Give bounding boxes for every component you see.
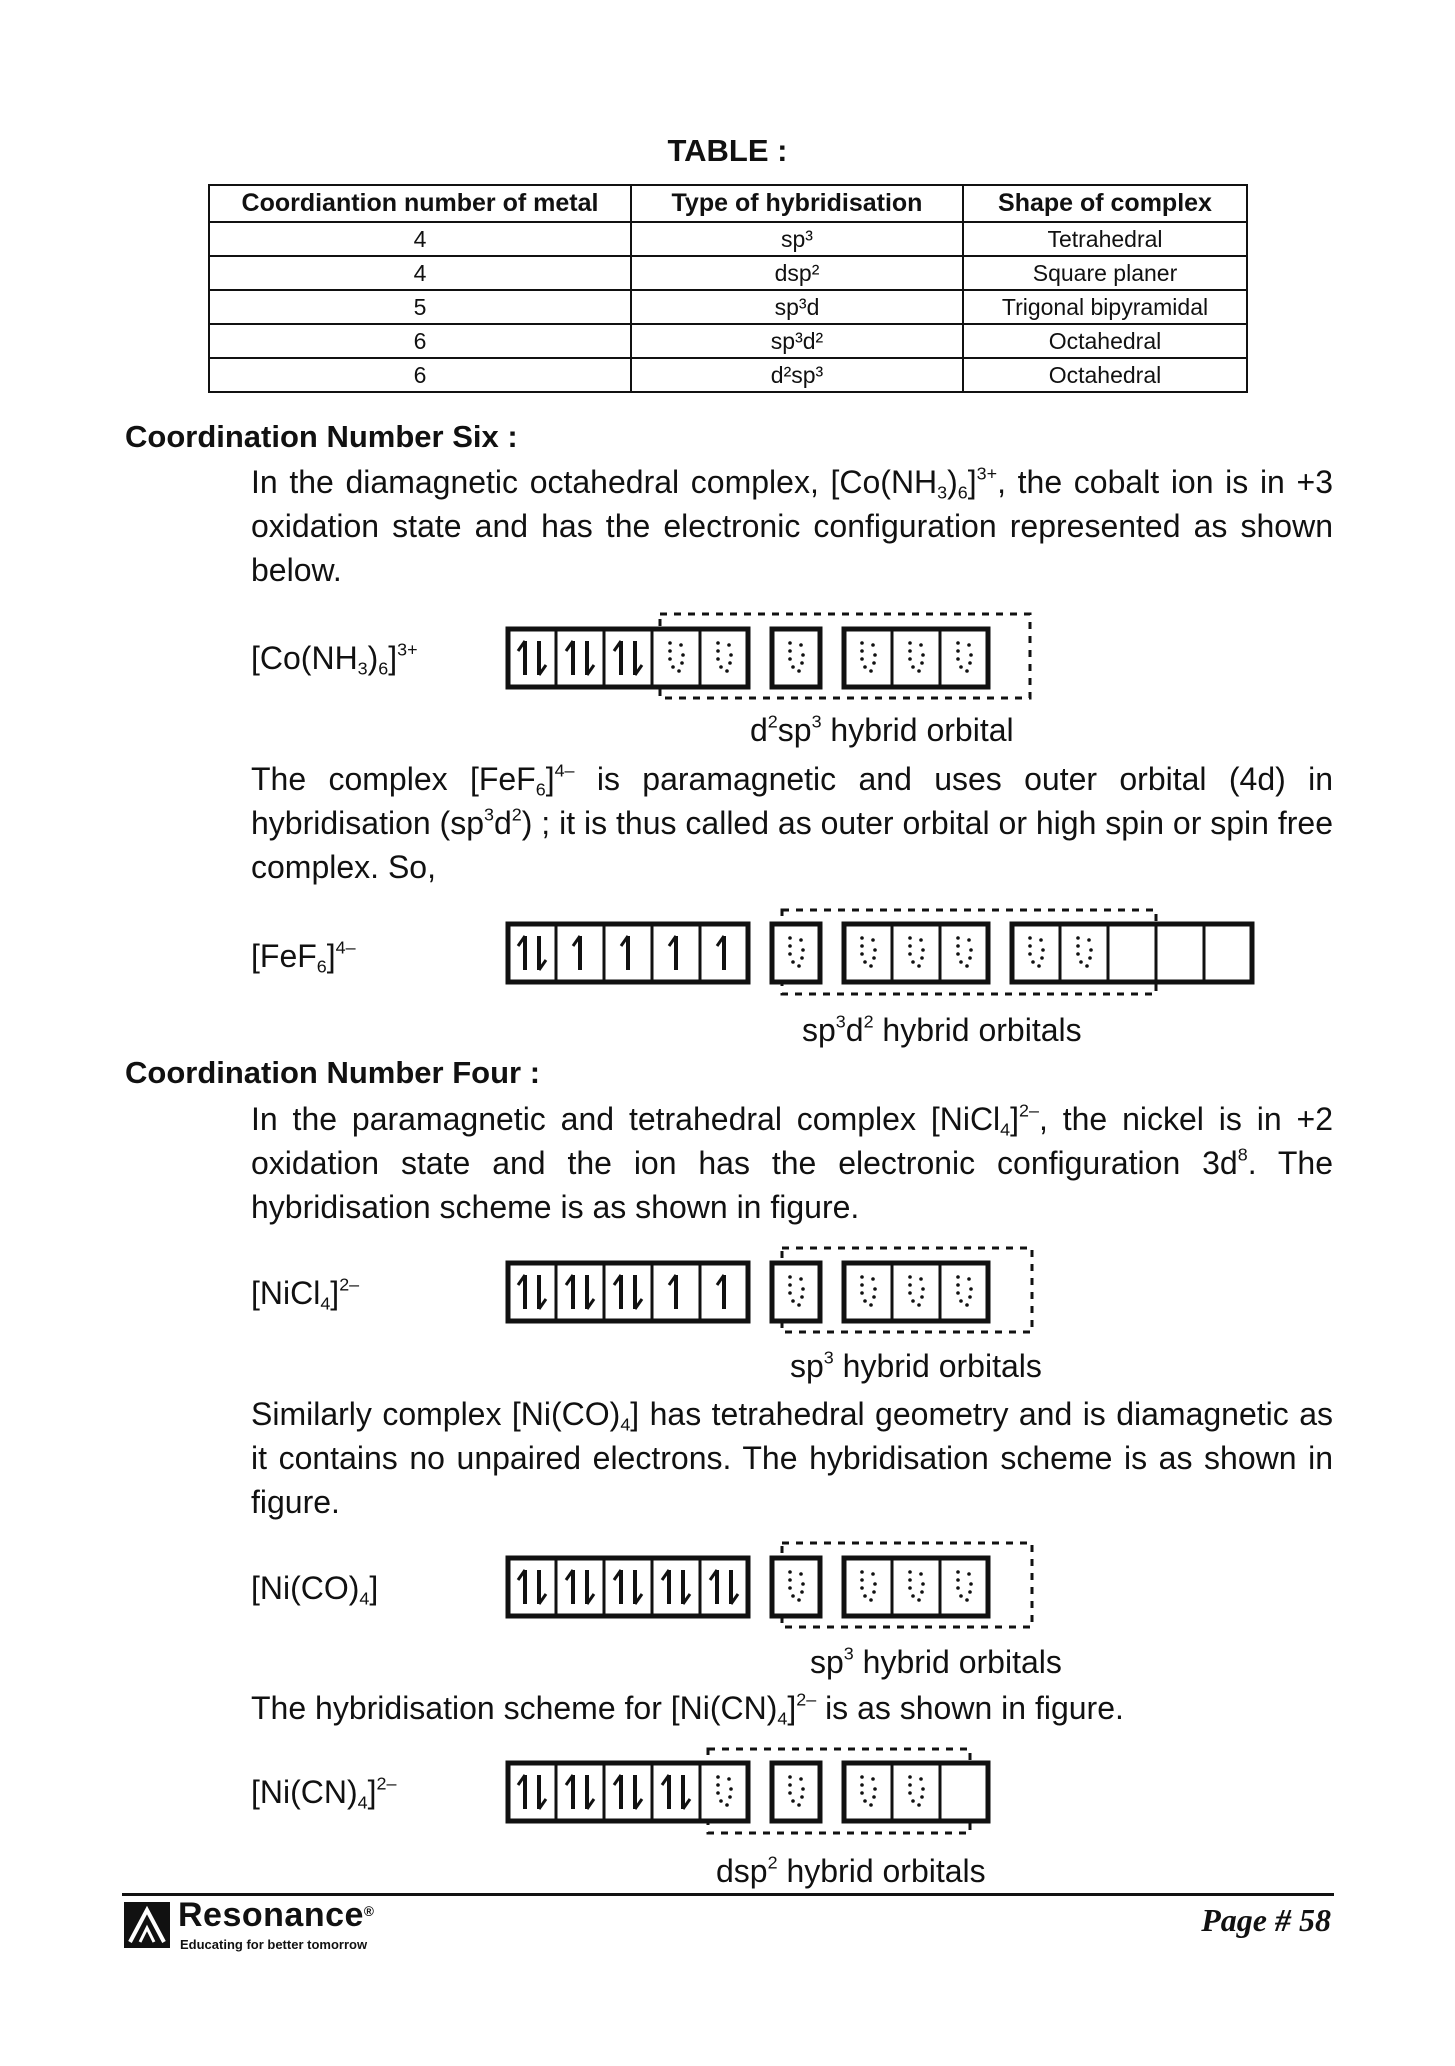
orbital-box xyxy=(844,1263,892,1321)
col-header-hybridisation: Type of hybridisation xyxy=(631,185,963,222)
orbital-box xyxy=(508,629,556,687)
orbital-box xyxy=(772,1263,820,1321)
orbital-box xyxy=(892,924,940,982)
orbital-box xyxy=(604,924,652,982)
orbital-box xyxy=(508,1263,556,1321)
orbital-box xyxy=(772,1558,820,1616)
page-number: Page # 58 xyxy=(1201,1902,1331,1938)
orbital-box xyxy=(1108,924,1156,982)
orbital-box xyxy=(556,1558,604,1616)
cell-hyb: dsp² xyxy=(631,256,963,290)
orbital-box xyxy=(892,1263,940,1321)
orbital-box xyxy=(940,629,988,687)
cell-hyb: sp³d² xyxy=(631,324,963,358)
orbital-box xyxy=(940,1263,988,1321)
orbital-box xyxy=(508,924,556,982)
orbital-box xyxy=(1060,924,1108,982)
orbital-diagram-fe xyxy=(508,910,1252,994)
orbital-box xyxy=(772,924,820,982)
paragraph-nickel-chloride: In the paramagnetic and tetrahedral complex [NiCl$_4$]$^{2-}$, the nickel is in +2 oxidation state and the ion has the electronic configuration $3d^8$. The hybridisation scheme is as shown in figure. xyxy=(251,1100,1334,1225)
orbital-box xyxy=(844,1763,892,1821)
orbital-diagram-nicn xyxy=(508,1749,988,1833)
orbital-box xyxy=(940,1558,988,1616)
resonance-logo-icon xyxy=(124,1902,170,1948)
orbital-box xyxy=(772,629,820,687)
cell-shape: Trigonal bipyramidal xyxy=(963,290,1247,324)
label-nicl-complex: [NiCl$_4$]$^{2-}$ xyxy=(251,1274,360,1314)
orbital-box xyxy=(700,1558,748,1616)
orbital-diagram-co xyxy=(508,614,1030,698)
orbital-box xyxy=(700,924,748,982)
cell-cn: 4 xyxy=(209,222,631,256)
table-title: TABLE : xyxy=(667,133,788,168)
orbital-box xyxy=(700,1763,748,1821)
label-co-complex: $[Co(NH_3)_6]^{3+}$ xyxy=(251,639,418,679)
orbital-box xyxy=(1156,924,1204,982)
cell-cn: 6 xyxy=(209,358,631,392)
orbital-box xyxy=(700,629,748,687)
paragraph-iron: The complex $[FeF_6]^{4-}$ is paramagnetic and uses outer orbital (4d) in hybridisation $(sp^3d^2)$ ; it is thus called as outer orbital or high spin or spin free complex. So, xyxy=(251,760,1334,885)
cell-shape: Square planer xyxy=(963,256,1247,290)
orbital-box xyxy=(508,1558,556,1616)
orbital-diagram-nicl xyxy=(508,1248,1032,1332)
orbital-box xyxy=(652,629,700,687)
cell-shape: Octahedral xyxy=(963,358,1247,392)
cell-shape: Octahedral xyxy=(963,324,1247,358)
caption-nicl-hybrid: $sp^3$ hybrid orbitals xyxy=(790,1347,1042,1384)
orbital-diagram-nico xyxy=(508,1543,1032,1627)
brand-tagline: Educating for better tomorrow xyxy=(180,1937,368,1952)
cell-hyb: sp³d xyxy=(631,290,963,324)
cell-cn: 4 xyxy=(209,256,631,290)
orbital-box xyxy=(844,629,892,687)
col-header-shape: Shape of complex xyxy=(963,185,1247,222)
caption-co-hybrid: $d^2sp^3$ hybrid orbital xyxy=(750,711,1014,748)
orbital-box xyxy=(652,924,700,982)
paragraph-cobalt: In the diamagnetic octahedral complex, $[Co(NH_3)_6]^{3+}$, the cobalt ion is in +3 oxidation state and has the electronic configuration represented as shown below. xyxy=(251,463,1334,588)
orbital-box xyxy=(940,1763,988,1821)
caption-nico-hybrid: $sp^3$ hybrid orbitals xyxy=(810,1643,1062,1680)
cell-cn: 5 xyxy=(209,290,631,324)
label-fe-complex: $[FeF_6]^{4-}$ xyxy=(251,937,356,977)
orbital-box xyxy=(556,1763,604,1821)
orbital-box xyxy=(556,629,604,687)
section-heading-cn4: Coordination Number Four : xyxy=(125,1055,541,1090)
brand-name: Resonance® xyxy=(178,1896,375,1934)
cell-hyb: sp³ xyxy=(631,222,963,256)
orbital-box xyxy=(652,1558,700,1616)
label-nicn-complex: $[Ni(CN)_4]^{2-}$ xyxy=(251,1773,397,1813)
caption-nicn-hybrid: dsp$^2$ hybrid orbitals xyxy=(716,1852,986,1889)
orbital-box xyxy=(700,1263,748,1321)
orbital-box xyxy=(604,1763,652,1821)
orbital-box xyxy=(508,1763,556,1821)
label-nico-complex: $[Ni(CO)_4]$ xyxy=(251,1570,379,1609)
orbital-box xyxy=(1204,924,1252,982)
orbital-box xyxy=(844,924,892,982)
cell-shape: Tetrahedral xyxy=(963,222,1247,256)
paragraph-nickel-cyanide: The hybridisation scheme for $[Ni(CN)_4]^{2-}$ is as shown in figure. xyxy=(251,1689,1124,1729)
paragraph-nickel-carbonyl: Similarly complex $[Ni(CO)_4]$ has tetrahedral geometry and is diamagnetic as it contains no unpaired electrons. The hybridisation scheme is as shown in figure. xyxy=(251,1396,1334,1520)
orbital-box xyxy=(772,1763,820,1821)
orbital-box xyxy=(892,629,940,687)
orbital-box xyxy=(604,1263,652,1321)
caption-fe-hybrid: $sp^3d^2$ hybrid orbitals xyxy=(802,1011,1082,1048)
orbital-box xyxy=(844,1558,892,1616)
orbital-box xyxy=(892,1558,940,1616)
cell-hyb: d²sp³ xyxy=(631,358,963,392)
orbital-box xyxy=(1012,924,1060,982)
orbital-box xyxy=(940,924,988,982)
orbital-box xyxy=(604,629,652,687)
cell-cn: 6 xyxy=(209,324,631,358)
orbital-box xyxy=(652,1763,700,1821)
orbital-box xyxy=(556,924,604,982)
col-header-coordination: Coordiantion number of metal xyxy=(209,185,631,222)
section-heading-cn6: Coordination Number Six : xyxy=(125,419,518,454)
orbital-box xyxy=(604,1558,652,1616)
orbital-box xyxy=(652,1263,700,1321)
orbital-box xyxy=(892,1763,940,1821)
orbital-box xyxy=(556,1263,604,1321)
